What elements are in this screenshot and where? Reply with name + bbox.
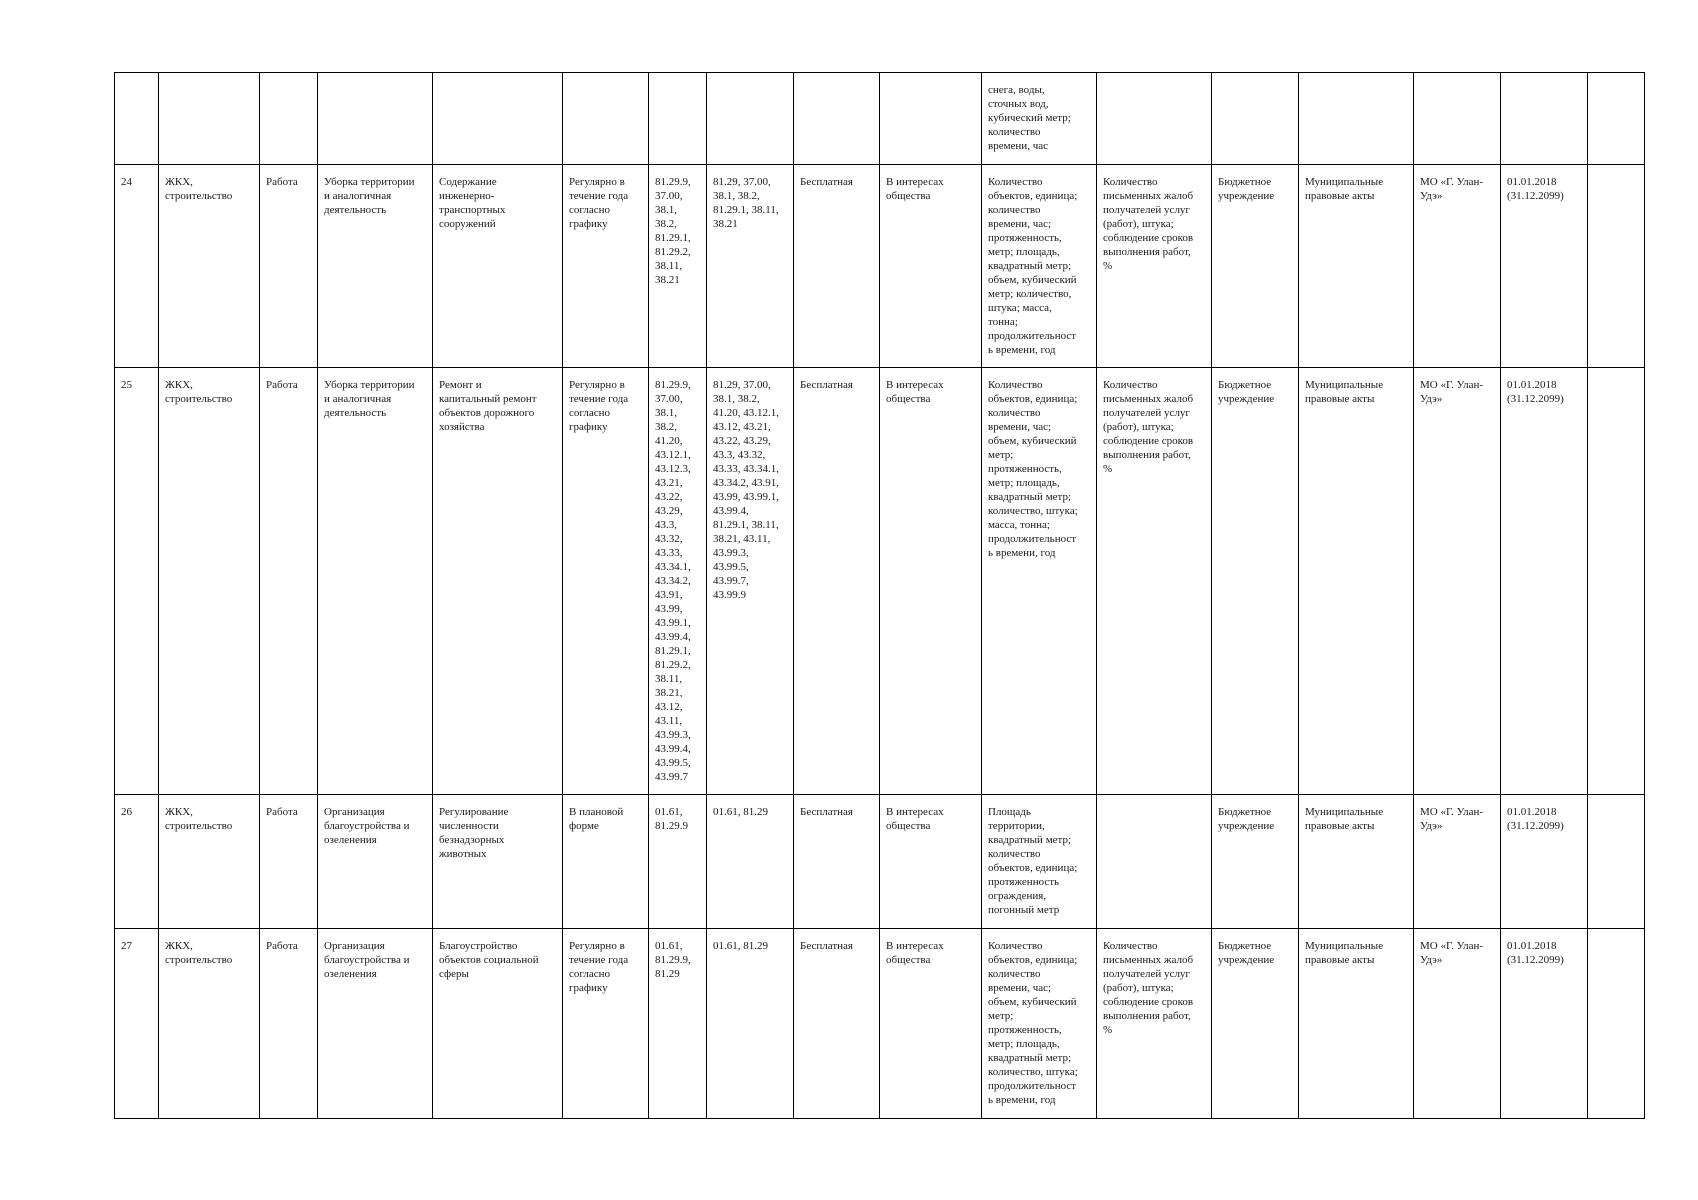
- org-type-cell: Бюджетное учреждение: [1212, 368, 1299, 795]
- basic-service-cell: Организация благоустройства и озеленения: [318, 795, 433, 929]
- date-cell: 01.01.2018 (31.12.2099): [1501, 165, 1588, 368]
- legal-acts-cell: [1299, 73, 1414, 165]
- sphere-cell: ЖКХ, строительство: [159, 795, 260, 929]
- founder-cell: [1414, 73, 1501, 165]
- legal-acts-cell: Муниципальные правовые акты: [1299, 368, 1414, 795]
- mode-cell: Регулярно в течение года согласно графику: [563, 165, 649, 368]
- type-cell: Работа: [260, 165, 318, 368]
- beneficiary-cell: В интересах общества: [880, 165, 982, 368]
- table-row: [115, 73, 1645, 165]
- extra-cell: [1588, 795, 1645, 929]
- org-type-cell: Бюджетное учреждение: [1212, 165, 1299, 368]
- date-cell: 01.01.2018 (31.12.2099): [1501, 795, 1588, 929]
- row-number: 26: [115, 795, 159, 929]
- founder-cell: МО «Г. Улан- Удэ»: [1414, 368, 1501, 795]
- mode-cell: Регулярно в течение года согласно графику: [563, 929, 649, 1119]
- payment-cell: Бесплатная: [794, 165, 880, 368]
- sphere-cell: ЖКХ, строительство: [159, 929, 260, 1119]
- payment-cell: Бесплатная: [794, 368, 880, 795]
- volume-indicators-cell: Площадь территории, квадратный метр; количество объектов, единица; протяженность ограждения, погонный метр: [982, 795, 1097, 929]
- beneficiary-cell: В интересах общества: [880, 368, 982, 795]
- work-name-cell: Благоустройство объектов социальной сферы: [433, 929, 563, 1119]
- sphere-cell: ЖКХ, строительство: [159, 368, 260, 795]
- beneficiary-cell: В интересах общества: [880, 795, 982, 929]
- okved-cell: 81.29.9, 37.00, 38.1, 38.2, 41.20, 43.12.1, 43.12.3, 43.21, 43.22, 43.29, 43.3, 43.32, 43.33, 43.34.1, 43.34.2, 43.91, 43.99, 43.99.1, 43.99.4, 81.29.1, 81.29.2, 38.11, 38.21, 43.12, 43.11, 43.99.3, 43.99.4, 43.99.5, 43.99.7: [649, 368, 707, 795]
- okved-cell: 01.61, 81.29.9, 81.29: [649, 929, 707, 1119]
- table-row: [115, 368, 1645, 795]
- founder-cell: МО «Г. Улан- Удэ»: [1414, 795, 1501, 929]
- okved-cell: [649, 73, 707, 165]
- legal-acts-cell: Муниципальные правовые акты: [1299, 165, 1414, 368]
- okved-cell: 81.29.9, 37.00, 38.1, 38.2, 81.29.1, 81.29.2, 38.11, 38.21: [649, 165, 707, 368]
- basic-service-cell: Уборка территории и аналогичная деятельность: [318, 165, 433, 368]
- okpd-cell: 01.61, 81.29: [707, 795, 794, 929]
- work-name-cell: Содержание инженерно- транспортных сооружений: [433, 165, 563, 368]
- founder-cell: МО «Г. Улан- Удэ»: [1414, 165, 1501, 368]
- volume-indicators-cell: Количество объектов, единица; количество времени, час; объем, кубический метр; протяженность, метр; площадь, квадратный метр; количество, штука; масса, тонна; продолжительност ь времени, год: [982, 368, 1097, 795]
- okpd-cell: [707, 73, 794, 165]
- quality-indicators-cell: Количество письменных жалоб получателей услуг (работ), штука; соблюдение сроков выполнения работ, %: [1097, 368, 1212, 795]
- quality-indicators-cell: [1097, 73, 1212, 165]
- row-number: [115, 73, 159, 165]
- beneficiary-cell: В интересах общества: [880, 929, 982, 1119]
- quality-indicators-cell: [1097, 795, 1212, 929]
- org-type-cell: Бюджетное учреждение: [1212, 929, 1299, 1119]
- type-cell: [260, 73, 318, 165]
- okpd-cell: 01.61, 81.29: [707, 929, 794, 1119]
- quality-indicators-cell: Количество письменных жалоб получателей услуг (работ), штука; соблюдение сроков выполнения работ, %: [1097, 165, 1212, 368]
- type-cell: Работа: [260, 929, 318, 1119]
- work-name-cell: Ремонт и капитальный ремонт объектов дорожного хозяйства: [433, 368, 563, 795]
- date-cell: [1501, 73, 1588, 165]
- payment-cell: [794, 73, 880, 165]
- sphere-cell: ЖКХ, строительство: [159, 165, 260, 368]
- type-cell: Работа: [260, 795, 318, 929]
- volume-indicators-cell: Количество объектов, единица; количество времени, час; протяженность, метр; площадь, квадратный метр; объем, кубический метр; количество, штука; масса, тонна; продолжительност ь времени, год: [982, 165, 1097, 368]
- volume-indicators-cell: Количество объектов, единица; количество времени, час; объем, кубический метр; протяженность, метр; площадь, квадратный метр; количество, штука; продолжительност ь времени, год: [982, 929, 1097, 1119]
- row-number: 24: [115, 165, 159, 368]
- quality-indicators-cell: Количество письменных жалоб получателей услуг (работ), штука; соблюдение сроков выполнения работ, %: [1097, 929, 1212, 1119]
- extra-cell: [1588, 929, 1645, 1119]
- extra-cell: [1588, 165, 1645, 368]
- basic-service-cell: Уборка территории и аналогичная деятельность: [318, 368, 433, 795]
- founder-cell: МО «Г. Улан- Удэ»: [1414, 929, 1501, 1119]
- row-number: 25: [115, 368, 159, 795]
- extra-cell: [1588, 368, 1645, 795]
- date-cell: 01.01.2018 (31.12.2099): [1501, 368, 1588, 795]
- beneficiary-cell: [880, 73, 982, 165]
- extra-cell: [1588, 73, 1645, 165]
- mode-cell: [563, 73, 649, 165]
- sphere-cell: [159, 73, 260, 165]
- legal-acts-cell: Муниципальные правовые акты: [1299, 929, 1414, 1119]
- okved-cell: 01.61, 81.29.9: [649, 795, 707, 929]
- table-row: [115, 795, 1645, 929]
- row-number: 27: [115, 929, 159, 1119]
- payment-cell: Бесплатная: [794, 929, 880, 1119]
- volume-indicators-cell: снега, воды, сточных вод, кубический метр; количество времени, час: [982, 73, 1097, 165]
- date-cell: 01.01.2018 (31.12.2099): [1501, 929, 1588, 1119]
- org-type-cell: Бюджетное учреждение: [1212, 795, 1299, 929]
- payment-cell: Бесплатная: [794, 795, 880, 929]
- table-row: [115, 929, 1645, 1119]
- mode-cell: В плановой форме: [563, 795, 649, 929]
- okpd-cell: 81.29, 37.00, 38.1, 38.2, 81.29.1, 38.11, 38.21: [707, 165, 794, 368]
- basic-service-cell: [318, 73, 433, 165]
- table-row: [115, 165, 1645, 368]
- work-name-cell: Регулирование численности безнадзорных животных: [433, 795, 563, 929]
- type-cell: Работа: [260, 368, 318, 795]
- basic-service-cell: Организация благоустройства и озеленения: [318, 929, 433, 1119]
- registry-table: [114, 72, 1645, 1119]
- mode-cell: Регулярно в течение года согласно графику: [563, 368, 649, 795]
- work-name-cell: [433, 73, 563, 165]
- org-type-cell: [1212, 73, 1299, 165]
- okpd-cell: 81.29, 37.00, 38.1, 38.2, 41.20, 43.12.1, 43.12, 43.21, 43.22, 43.29, 43.3, 43.32, 43.33, 43.34.1, 43.34.2, 43.91, 43.99, 43.99.1, 43.99.4, 81.29.1, 38.11, 38.21, 43.11, 43.99.3, 43.99.5, 43.99.7, 43.99.9: [707, 368, 794, 795]
- legal-acts-cell: Муниципальные правовые акты: [1299, 795, 1414, 929]
